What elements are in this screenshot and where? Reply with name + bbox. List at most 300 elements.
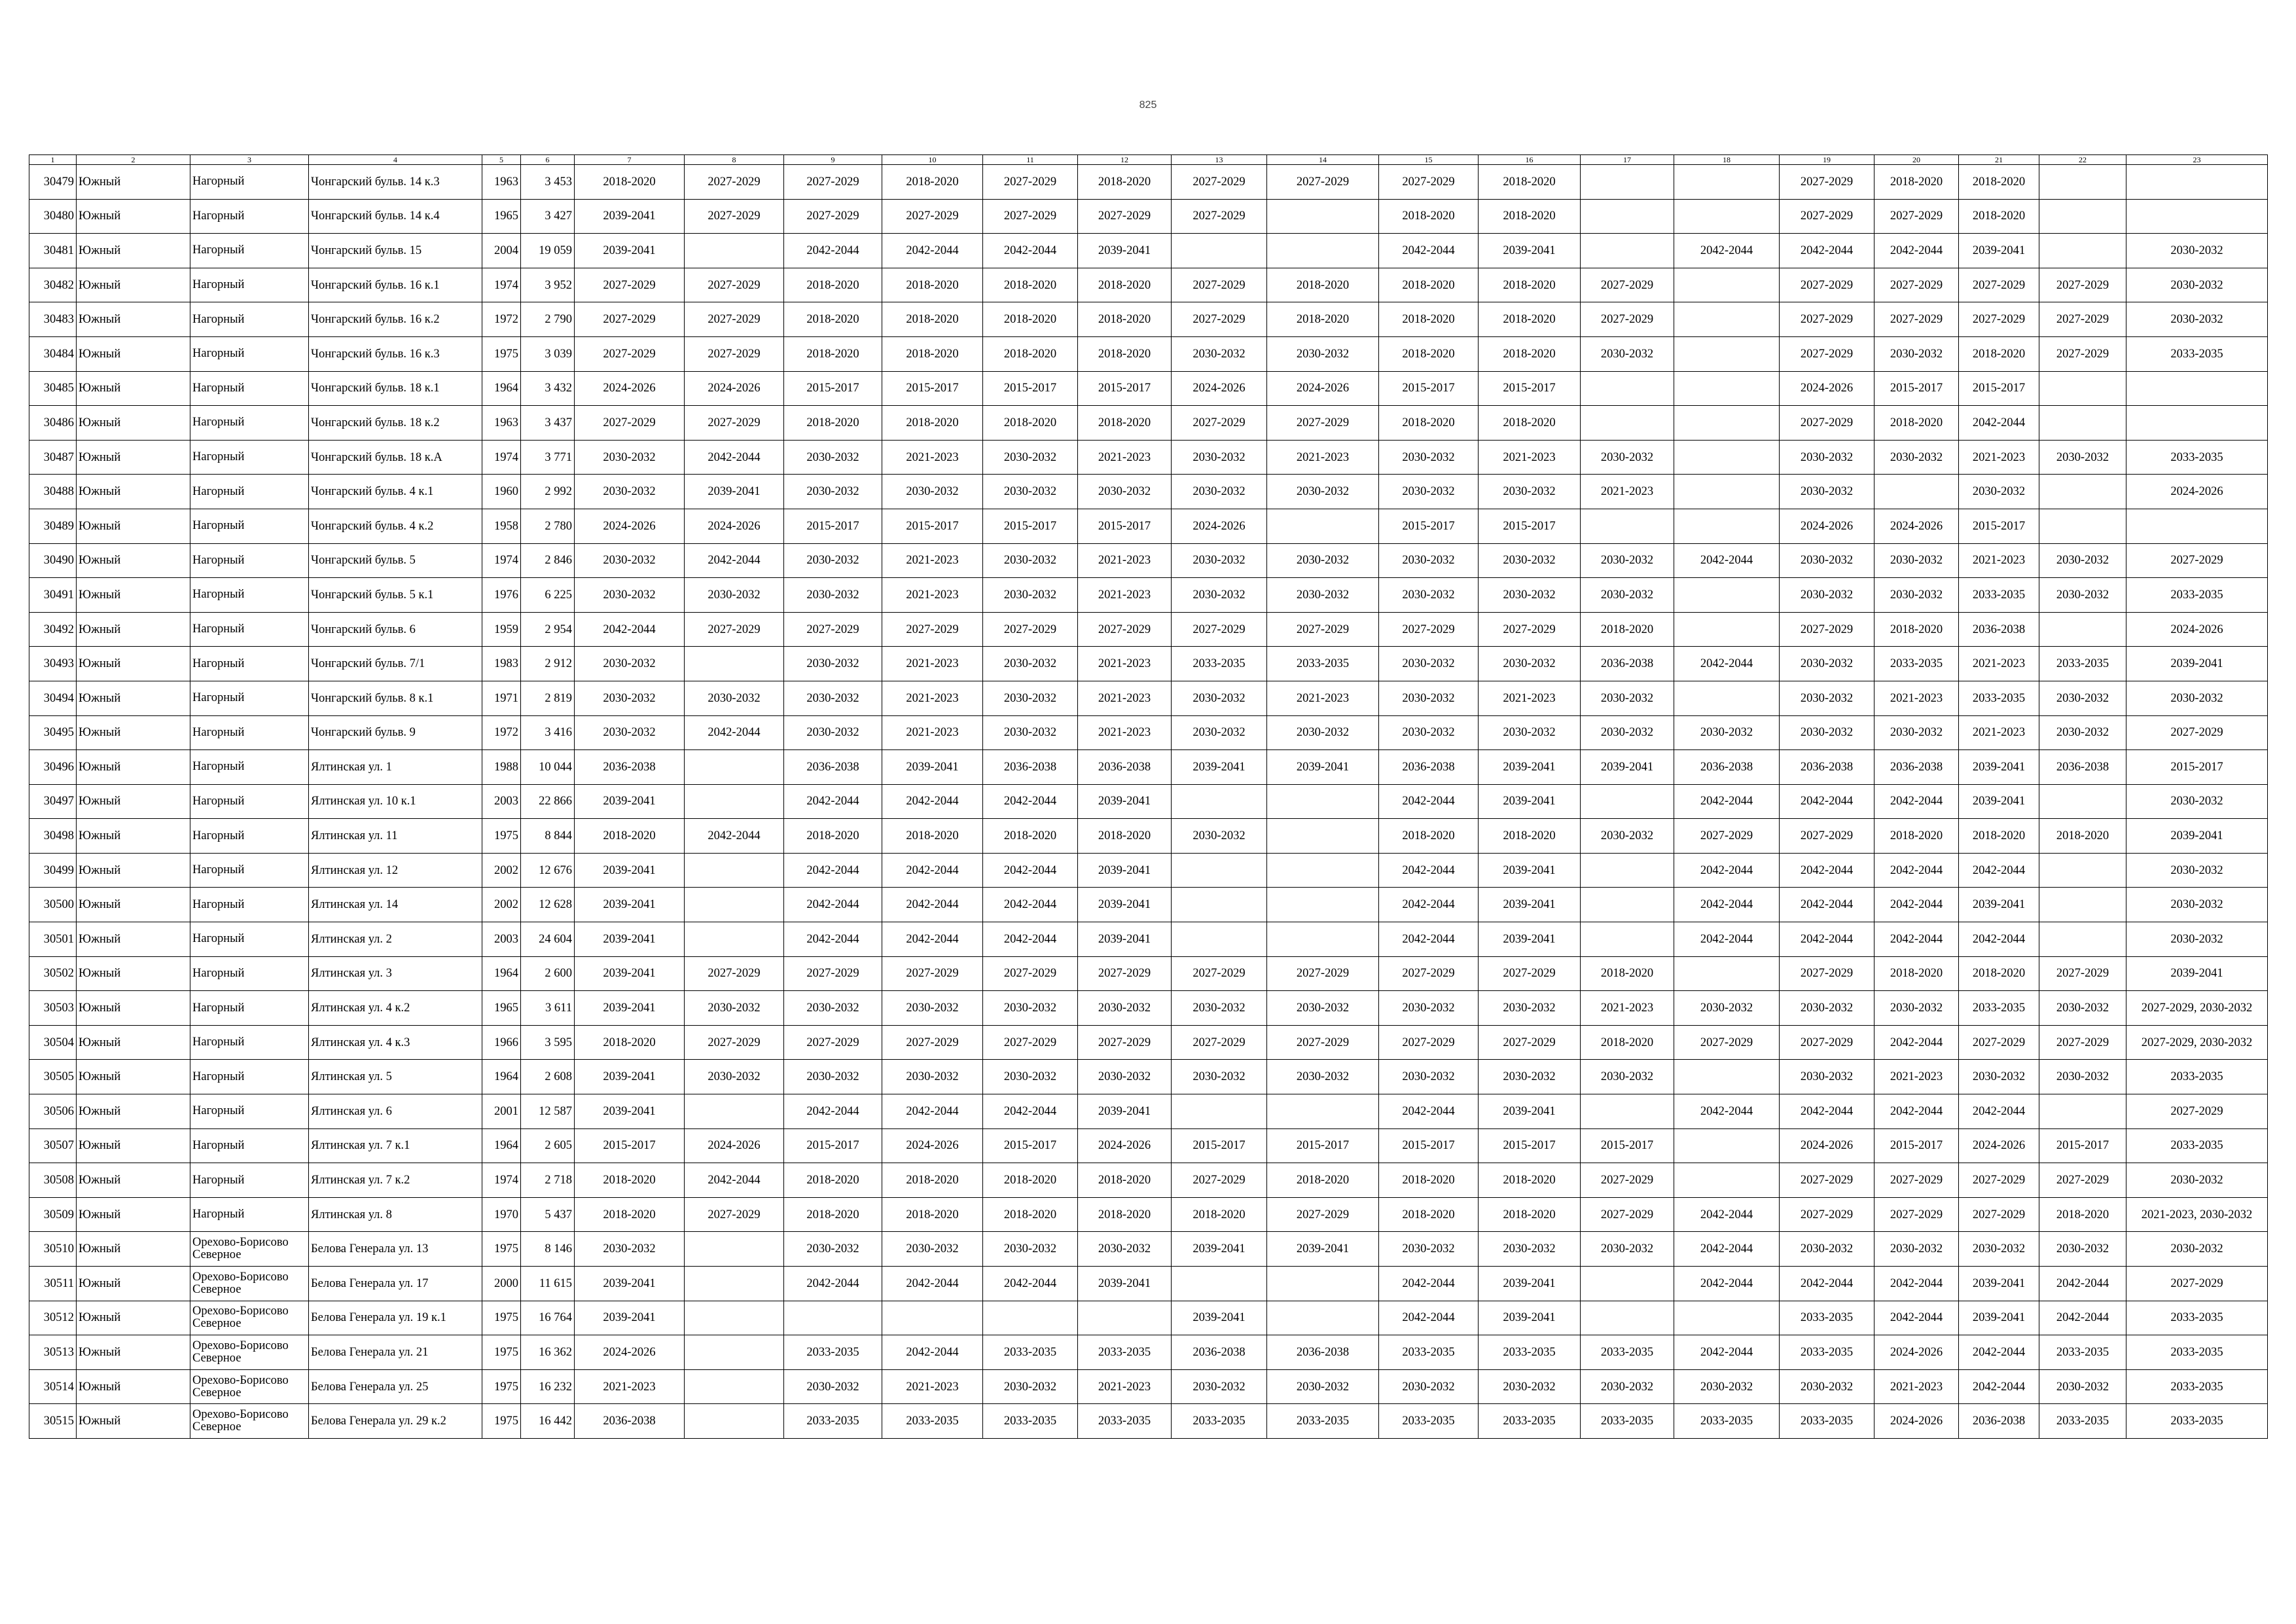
- table-cell-col-15: 2030-2032: [1379, 440, 1479, 475]
- table-cell-col-20: 2018-2020: [1874, 956, 1959, 991]
- table-cell-col-7: 2039-2041: [575, 853, 685, 888]
- table-cell-col-20: 2030-2032: [1874, 543, 1959, 578]
- table-cell-col-2: Южный: [77, 1094, 190, 1129]
- table-cell-col-16: 2018-2020: [1479, 165, 1581, 200]
- table-cell-col-9: 2027-2029: [784, 165, 882, 200]
- table-cell-col-23: 2033-2035: [2126, 1128, 2268, 1163]
- table-cell-col-14: [1267, 1301, 1379, 1335]
- table-cell-col-15: 2042-2044: [1379, 1094, 1479, 1129]
- table-cell-col-6: 2 780: [521, 509, 575, 543]
- table-cell-col-22: [2039, 165, 2126, 200]
- table-cell-col-21: 2024-2026: [1959, 1128, 2039, 1163]
- table-cell-col-22: 2030-2032: [2039, 440, 2126, 475]
- table-cell-col-15: 2030-2032: [1379, 715, 1479, 750]
- table-cell-col-2: Южный: [77, 543, 190, 578]
- table-cell-col-18: 2042-2044: [1674, 853, 1780, 888]
- table-cell-col-20: 2027-2029: [1874, 199, 1959, 234]
- table-cell-col-2: Южный: [77, 371, 190, 406]
- table-cell-col-13: 2018-2020: [1172, 1197, 1267, 1232]
- table-cell-col-4: Ялтинская ул. 5: [309, 1060, 482, 1094]
- table-cell-col-8: 2042-2044: [685, 543, 784, 578]
- table-cell-col-18: [1674, 475, 1780, 509]
- table-cell-col-14: 2018-2020: [1267, 268, 1379, 302]
- table-cell-col-5: 1964: [482, 371, 521, 406]
- table-cell-col-10: 2021-2023: [882, 578, 983, 613]
- table-cell-col-5: 1963: [482, 165, 521, 200]
- table-cell-col-16: 2027-2029: [1479, 612, 1581, 647]
- column-number-23: 23: [2126, 155, 2268, 165]
- table-cell-col-18: 2027-2029: [1674, 819, 1780, 854]
- table-cell-col-10: 2042-2044: [882, 1094, 983, 1129]
- table-cell-col-23: 2027-2029: [2126, 1267, 2268, 1301]
- table-cell-col-23: 2039-2041: [2126, 956, 2268, 991]
- table-cell-col-9: 2018-2020: [784, 302, 882, 337]
- table-cell-col-1: 30504: [29, 1025, 77, 1060]
- table-cell-col-14: 2027-2029: [1267, 406, 1379, 441]
- table-cell-col-9: 2030-2032: [784, 647, 882, 681]
- table-cell-col-22: [2039, 922, 2126, 957]
- table-cell-col-8: 2042-2044: [685, 819, 784, 854]
- table-cell-col-21: 2018-2020: [1959, 336, 2039, 371]
- table-row: [29, 647, 2268, 681]
- table-cell-col-15: 2030-2032: [1379, 475, 1479, 509]
- table-row: [29, 578, 2268, 613]
- table-cell-col-8: 2027-2029: [685, 956, 784, 991]
- table-cell-col-13: 2030-2032: [1172, 681, 1267, 715]
- table-cell-col-6: 16 764: [521, 1301, 575, 1335]
- table-cell-col-16: 2021-2023: [1479, 440, 1581, 475]
- table-cell-col-3: Нагорный: [190, 578, 309, 613]
- table-cell-col-11: 2033-2035: [983, 1404, 1078, 1439]
- table-cell-col-11: 2018-2020: [983, 302, 1078, 337]
- table-cell-col-18: [1674, 199, 1780, 234]
- table-cell-col-1: 30512: [29, 1301, 77, 1335]
- table-cell-col-15: 2036-2038: [1379, 750, 1479, 785]
- table-cell-col-8: [685, 647, 784, 681]
- table-cell-col-4: Белова Генерала ул. 17: [309, 1267, 482, 1301]
- column-number-18: 18: [1674, 155, 1780, 165]
- table-cell-col-22: 2027-2029: [2039, 336, 2126, 371]
- table-cell-col-6: 2 819: [521, 681, 575, 715]
- table-cell-col-8: [685, 1267, 784, 1301]
- table-cell-col-17: 2030-2032: [1581, 543, 1674, 578]
- table-cell-col-14: 2027-2029: [1267, 165, 1379, 200]
- table-cell-col-9: 2042-2044: [784, 1094, 882, 1129]
- table-cell-col-18: [1674, 165, 1780, 200]
- table-cell-col-22: 2027-2029: [2039, 1025, 2126, 1060]
- table-cell-col-4: Чонгарский бульв. 7/1: [309, 647, 482, 681]
- table-cell-col-14: [1267, 784, 1379, 819]
- column-number-12: 12: [1078, 155, 1172, 165]
- table-cell-col-19: 2027-2029: [1780, 819, 1874, 854]
- table-cell-col-5: 2000: [482, 1267, 521, 1301]
- table-cell-col-4: Ялтинская ул. 7 к.2: [309, 1163, 482, 1198]
- table-cell-col-18: 2042-2044: [1674, 1232, 1780, 1267]
- table-cell-col-12: 2039-2041: [1078, 1267, 1172, 1301]
- table-cell-col-1: 30500: [29, 888, 77, 922]
- table-cell-col-23: 2030-2032: [2126, 888, 2268, 922]
- table-cell-col-22: 2018-2020: [2039, 1197, 2126, 1232]
- table-cell-col-11: 2030-2032: [983, 440, 1078, 475]
- table-cell-col-19: 2027-2029: [1780, 956, 1874, 991]
- table-cell-col-12: 2018-2020: [1078, 268, 1172, 302]
- table-cell-col-17: [1581, 922, 1674, 957]
- table-cell-col-8: 2024-2026: [685, 1128, 784, 1163]
- table-cell-col-18: 2030-2032: [1674, 715, 1780, 750]
- table-cell-col-4: Ялтинская ул. 7 к.1: [309, 1128, 482, 1163]
- table-cell-col-6: 3 437: [521, 406, 575, 441]
- table-cell-col-3: Нагорный: [190, 440, 309, 475]
- table-cell-col-2: Южный: [77, 1369, 190, 1404]
- table-cell-col-15: 2033-2035: [1379, 1404, 1479, 1439]
- table-cell-col-5: 2003: [482, 922, 521, 957]
- table-cell-col-19: 2042-2044: [1780, 922, 1874, 957]
- table-cell-col-7: 2030-2032: [575, 715, 685, 750]
- table-cell-col-3: Нагорный: [190, 991, 309, 1026]
- table-cell-col-19: 2042-2044: [1780, 234, 1874, 268]
- table-cell-col-8: [685, 1404, 784, 1439]
- table-cell-col-23: [2126, 165, 2268, 200]
- table-cell-col-14: 2015-2017: [1267, 1128, 1379, 1163]
- table-cell-col-8: 2027-2029: [685, 199, 784, 234]
- table-cell-col-3: Нагорный: [190, 1128, 309, 1163]
- table-cell-col-10: 2042-2044: [882, 922, 983, 957]
- table-cell-col-23: 2030-2032: [2126, 268, 2268, 302]
- table-cell-col-19: 2042-2044: [1780, 888, 1874, 922]
- table-cell-col-16: 2018-2020: [1479, 1163, 1581, 1198]
- table-cell-col-23: 2030-2032: [2126, 922, 2268, 957]
- table-cell-col-12: 2027-2029: [1078, 612, 1172, 647]
- table-cell-col-5: 1983: [482, 647, 521, 681]
- table-cell-col-2: Южный: [77, 234, 190, 268]
- table-cell-col-11: 2015-2017: [983, 1128, 1078, 1163]
- table-cell-col-18: 2042-2044: [1674, 922, 1780, 957]
- table-cell-col-12: 2021-2023: [1078, 1369, 1172, 1404]
- table-cell-col-20: 2021-2023: [1874, 1060, 1959, 1094]
- table-cell-col-5: 2003: [482, 784, 521, 819]
- table-cell-col-2: Южный: [77, 784, 190, 819]
- table-cell-col-2: Южный: [77, 268, 190, 302]
- table-cell-col-18: 2042-2044: [1674, 888, 1780, 922]
- table-row: [29, 1197, 2268, 1232]
- table-cell-col-20: 2018-2020: [1874, 165, 1959, 200]
- table-cell-col-15: 2030-2032: [1379, 1060, 1479, 1094]
- table-cell-col-12: 2021-2023: [1078, 543, 1172, 578]
- table-cell-col-14: 2018-2020: [1267, 302, 1379, 337]
- table-cell-col-14: 2030-2032: [1267, 1369, 1379, 1404]
- table-cell-col-18: [1674, 612, 1780, 647]
- table-cell-col-22: [2039, 509, 2126, 543]
- table-cell-col-10: 2042-2044: [882, 784, 983, 819]
- table-cell-col-18: 2042-2044: [1674, 1267, 1780, 1301]
- table-cell-col-4: Чонгарский бульв. 6: [309, 612, 482, 647]
- table-row: [29, 543, 2268, 578]
- table-cell-col-4: Ялтинская ул. 2: [309, 922, 482, 957]
- table-cell-col-14: 2018-2020: [1267, 1163, 1379, 1198]
- table-cell-col-4: Чонгарский бульв. 9: [309, 715, 482, 750]
- table-cell-col-10: 2021-2023: [882, 440, 983, 475]
- table-cell-col-5: 1964: [482, 1060, 521, 1094]
- table-cell-col-3: Нагорный: [190, 1163, 309, 1198]
- table-cell-col-23: 2027-2029: [2126, 715, 2268, 750]
- table-cell-col-16: 2039-2041: [1479, 750, 1581, 785]
- table-cell-col-16: 2018-2020: [1479, 819, 1581, 854]
- table-cell-col-19: 2027-2029: [1780, 406, 1874, 441]
- table-cell-col-16: 2018-2020: [1479, 302, 1581, 337]
- table-cell-col-8: 2042-2044: [685, 715, 784, 750]
- table-cell-col-19: 2030-2032: [1780, 715, 1874, 750]
- table-cell-col-11: 2042-2044: [983, 1267, 1078, 1301]
- table-cell-col-8: 2027-2029: [685, 406, 784, 441]
- table-cell-col-13: 2027-2029: [1172, 302, 1267, 337]
- table-cell-col-19: 2027-2029: [1780, 199, 1874, 234]
- table-cell-col-10: 2033-2035: [882, 1404, 983, 1439]
- table-cell-col-11: 2030-2032: [983, 681, 1078, 715]
- table-cell-col-3: Нагорный: [190, 543, 309, 578]
- table-cell-col-14: 2036-2038: [1267, 1335, 1379, 1370]
- table-cell-col-12: 2030-2032: [1078, 1232, 1172, 1267]
- table-row: [29, 440, 2268, 475]
- table-cell-col-14: [1267, 234, 1379, 268]
- column-number-21: 21: [1959, 155, 2039, 165]
- table-cell-col-10: 2030-2032: [882, 991, 983, 1026]
- table-cell-col-23: 2033-2035: [2126, 1404, 2268, 1439]
- table-cell-col-23: [2126, 406, 2268, 441]
- table-cell-col-9: 2036-2038: [784, 750, 882, 785]
- table-cell-col-17: 2036-2038: [1581, 647, 1674, 681]
- table-cell-col-2: Южный: [77, 302, 190, 337]
- table-cell-col-21: 2042-2044: [1959, 1369, 2039, 1404]
- table-cell-col-9: 2018-2020: [784, 268, 882, 302]
- table-cell-col-12: 2039-2041: [1078, 888, 1172, 922]
- table-cell-col-4: Чонгарский бульв. 18 к.А: [309, 440, 482, 475]
- table-cell-col-11: 2042-2044: [983, 234, 1078, 268]
- table-cell-col-3: Нагорный: [190, 268, 309, 302]
- table-cell-col-14: 2021-2023: [1267, 440, 1379, 475]
- table-cell-col-2: Южный: [77, 681, 190, 715]
- table-cell-col-19: 2033-2035: [1780, 1404, 1874, 1439]
- column-number-1: 1: [29, 155, 77, 165]
- table-cell-col-19: 2042-2044: [1780, 1267, 1874, 1301]
- table-cell-col-14: 2030-2032: [1267, 543, 1379, 578]
- table-cell-col-22: 2036-2038: [2039, 750, 2126, 785]
- table-cell-col-10: 2027-2029: [882, 612, 983, 647]
- table-cell-col-20: 2018-2020: [1874, 406, 1959, 441]
- table-cell-col-14: [1267, 922, 1379, 957]
- table-cell-col-16: 2018-2020: [1479, 199, 1581, 234]
- table-cell-col-2: Южный: [77, 165, 190, 200]
- table-cell-col-2: Южный: [77, 1301, 190, 1335]
- table-cell-col-16: 2018-2020: [1479, 268, 1581, 302]
- table-cell-col-23: 2024-2026: [2126, 612, 2268, 647]
- table-cell-col-18: [1674, 1128, 1780, 1163]
- table-cell-col-4: Белова Генерала ул. 19 к.1: [309, 1301, 482, 1335]
- table-cell-col-6: 16 232: [521, 1369, 575, 1404]
- table-cell-col-4: Ялтинская ул. 3: [309, 956, 482, 991]
- table-cell-col-21: 2027-2029: [1959, 302, 2039, 337]
- table-cell-col-17: 2030-2032: [1581, 336, 1674, 371]
- table-cell-col-16: 2039-2041: [1479, 784, 1581, 819]
- table-cell-col-7: 2021-2023: [575, 1369, 685, 1404]
- table-cell-col-7: 2030-2032: [575, 578, 685, 613]
- table-cell-col-13: 2030-2032: [1172, 991, 1267, 1026]
- table-cell-col-15: 2030-2032: [1379, 1232, 1479, 1267]
- table-cell-col-21: 2015-2017: [1959, 371, 2039, 406]
- table-cell-col-8: 2027-2029: [685, 336, 784, 371]
- table-cell-col-6: 8 844: [521, 819, 575, 854]
- table-cell-col-12: 2018-2020: [1078, 302, 1172, 337]
- table-cell-col-3: Нагорный: [190, 1197, 309, 1232]
- table-cell-col-6: 8 146: [521, 1232, 575, 1267]
- table-cell-col-17: [1581, 1267, 1674, 1301]
- table-cell-col-15: 2042-2044: [1379, 1301, 1479, 1335]
- table-cell-col-22: [2039, 199, 2126, 234]
- table-cell-col-13: 2039-2041: [1172, 1301, 1267, 1335]
- table-cell-col-15: 2042-2044: [1379, 853, 1479, 888]
- table-cell-col-6: 3 416: [521, 715, 575, 750]
- table-cell-col-19: 2030-2032: [1780, 1369, 1874, 1404]
- table-cell-col-11: 2030-2032: [983, 475, 1078, 509]
- table-cell-col-19: 2024-2026: [1780, 1128, 1874, 1163]
- table-cell-col-10: 2018-2020: [882, 165, 983, 200]
- table-cell-col-5: 1964: [482, 956, 521, 991]
- table-cell-col-17: [1581, 509, 1674, 543]
- table-cell-col-5: 1975: [482, 1369, 521, 1404]
- table-cell-col-9: 2033-2035: [784, 1335, 882, 1370]
- table-cell-col-4: Белова Генерала ул. 29 к.2: [309, 1404, 482, 1439]
- table-cell-col-17: [1581, 406, 1674, 441]
- table-cell-col-10: 2018-2020: [882, 1197, 983, 1232]
- table-cell-col-1: 30489: [29, 509, 77, 543]
- table-cell-col-18: 2030-2032: [1674, 1369, 1780, 1404]
- table-cell-col-2: Южный: [77, 612, 190, 647]
- table-cell-col-1: 30507: [29, 1128, 77, 1163]
- table-cell-col-17: 2018-2020: [1581, 956, 1674, 991]
- table-cell-col-14: 2021-2023: [1267, 681, 1379, 715]
- table-cell-col-13: 2027-2029: [1172, 199, 1267, 234]
- table-cell-col-4: Чонгарский бульв. 5: [309, 543, 482, 578]
- table-cell-col-18: [1674, 406, 1780, 441]
- table-cell-col-5: 1988: [482, 750, 521, 785]
- table-cell-col-7: 2018-2020: [575, 1197, 685, 1232]
- table-cell-col-7: 2039-2041: [575, 1094, 685, 1129]
- table-row: [29, 1163, 2268, 1198]
- table-cell-col-15: 2030-2032: [1379, 578, 1479, 613]
- table-cell-col-15: 2027-2029: [1379, 612, 1479, 647]
- table-cell-col-6: 2 600: [521, 956, 575, 991]
- table-cell-col-9: 2033-2035: [784, 1404, 882, 1439]
- table-cell-col-15: 2018-2020: [1379, 819, 1479, 854]
- table-cell-col-5: 1960: [482, 475, 521, 509]
- table-cell-col-13: 2027-2029: [1172, 1163, 1267, 1198]
- table-cell-col-19: 2027-2029: [1780, 302, 1874, 337]
- table-cell-col-21: 2021-2023: [1959, 543, 2039, 578]
- table-cell-col-9: 2030-2032: [784, 543, 882, 578]
- table-cell-col-7: 2039-2041: [575, 784, 685, 819]
- table-cell-col-1: 30487: [29, 440, 77, 475]
- table-cell-col-5: 1974: [482, 440, 521, 475]
- table-cell-col-19: 2036-2038: [1780, 750, 1874, 785]
- table-cell-col-20: 2030-2032: [1874, 715, 1959, 750]
- table-cell-col-3: Нагорный: [190, 406, 309, 441]
- table-cell-col-11: 2036-2038: [983, 750, 1078, 785]
- table-cell-col-18: [1674, 371, 1780, 406]
- table-cell-col-14: 2027-2029: [1267, 1197, 1379, 1232]
- table-cell-col-1: 30490: [29, 543, 77, 578]
- table-cell-col-3: Нагорный: [190, 475, 309, 509]
- table-cell-col-21: 2030-2032: [1959, 475, 2039, 509]
- table-cell-col-20: 2027-2029: [1874, 302, 1959, 337]
- table-cell-col-8: 2027-2029: [685, 165, 784, 200]
- table-cell-col-20: 2042-2044: [1874, 1094, 1959, 1129]
- table-cell-col-11: 2030-2032: [983, 647, 1078, 681]
- table-cell-col-14: [1267, 853, 1379, 888]
- table-row: [29, 336, 2268, 371]
- table-cell-col-2: Южный: [77, 819, 190, 854]
- table-cell-col-11: 2015-2017: [983, 371, 1078, 406]
- table-cell-col-18: 2027-2029: [1674, 1025, 1780, 1060]
- table-cell-col-6: 5 437: [521, 1197, 575, 1232]
- table-cell-col-12: 2024-2026: [1078, 1128, 1172, 1163]
- table-cell-col-12: [1078, 1301, 1172, 1335]
- table-cell-col-15: 2027-2029: [1379, 1025, 1479, 1060]
- table-cell-col-23: 2027-2029: [2126, 543, 2268, 578]
- table-cell-col-2: Южный: [77, 647, 190, 681]
- table-cell-col-22: 2027-2029: [2039, 302, 2126, 337]
- table-cell-col-3: Нагорный: [190, 750, 309, 785]
- table-cell-col-18: [1674, 440, 1780, 475]
- table-cell-col-21: 2039-2041: [1959, 1301, 2039, 1335]
- table-row: [29, 268, 2268, 302]
- table-cell-col-7: 2030-2032: [575, 1232, 685, 1267]
- table-cell-col-17: 2030-2032: [1581, 715, 1674, 750]
- table-cell-col-2: Южный: [77, 509, 190, 543]
- table-cell-col-11: 2027-2029: [983, 612, 1078, 647]
- table-cell-col-15: 2018-2020: [1379, 1197, 1479, 1232]
- table-cell-col-20: 2036-2038: [1874, 750, 1959, 785]
- table-cell-col-3: Орехово-Борисово Северное: [190, 1301, 309, 1335]
- column-number-7: 7: [575, 155, 685, 165]
- table-cell-col-17: 2030-2032: [1581, 440, 1674, 475]
- table-cell-col-21: 2033-2035: [1959, 681, 2039, 715]
- table-cell-col-11: 2018-2020: [983, 819, 1078, 854]
- table-cell-col-13: [1172, 853, 1267, 888]
- table-row: [29, 853, 2268, 888]
- table-cell-col-22: 2030-2032: [2039, 543, 2126, 578]
- table-cell-col-13: [1172, 1094, 1267, 1129]
- table-cell-col-5: 1974: [482, 543, 521, 578]
- table-cell-col-21: 2027-2029: [1959, 1197, 2039, 1232]
- table-cell-col-23: 2033-2035: [2126, 440, 2268, 475]
- table-cell-col-1: 30483: [29, 302, 77, 337]
- table-cell-col-8: [685, 1301, 784, 1335]
- table-cell-col-17: 2027-2029: [1581, 268, 1674, 302]
- table-cell-col-15: 2042-2044: [1379, 234, 1479, 268]
- table-cell-col-11: 2042-2044: [983, 853, 1078, 888]
- table-cell-col-22: 2030-2032: [2039, 1232, 2126, 1267]
- table-cell-col-22: [2039, 784, 2126, 819]
- table-cell-col-21: 2039-2041: [1959, 888, 2039, 922]
- table-cell-col-13: 2027-2029: [1172, 956, 1267, 991]
- table-cell-col-17: [1581, 199, 1674, 234]
- table-cell-col-18: 2042-2044: [1674, 647, 1780, 681]
- table-cell-col-7: 2036-2038: [575, 1404, 685, 1439]
- table-cell-col-20: 2030-2032: [1874, 991, 1959, 1026]
- table-cell-col-11: 2030-2032: [983, 991, 1078, 1026]
- table-cell-col-12: 2027-2029: [1078, 1025, 1172, 1060]
- table-cell-col-5: 1976: [482, 578, 521, 613]
- table-cell-col-23: 2030-2032: [2126, 853, 2268, 888]
